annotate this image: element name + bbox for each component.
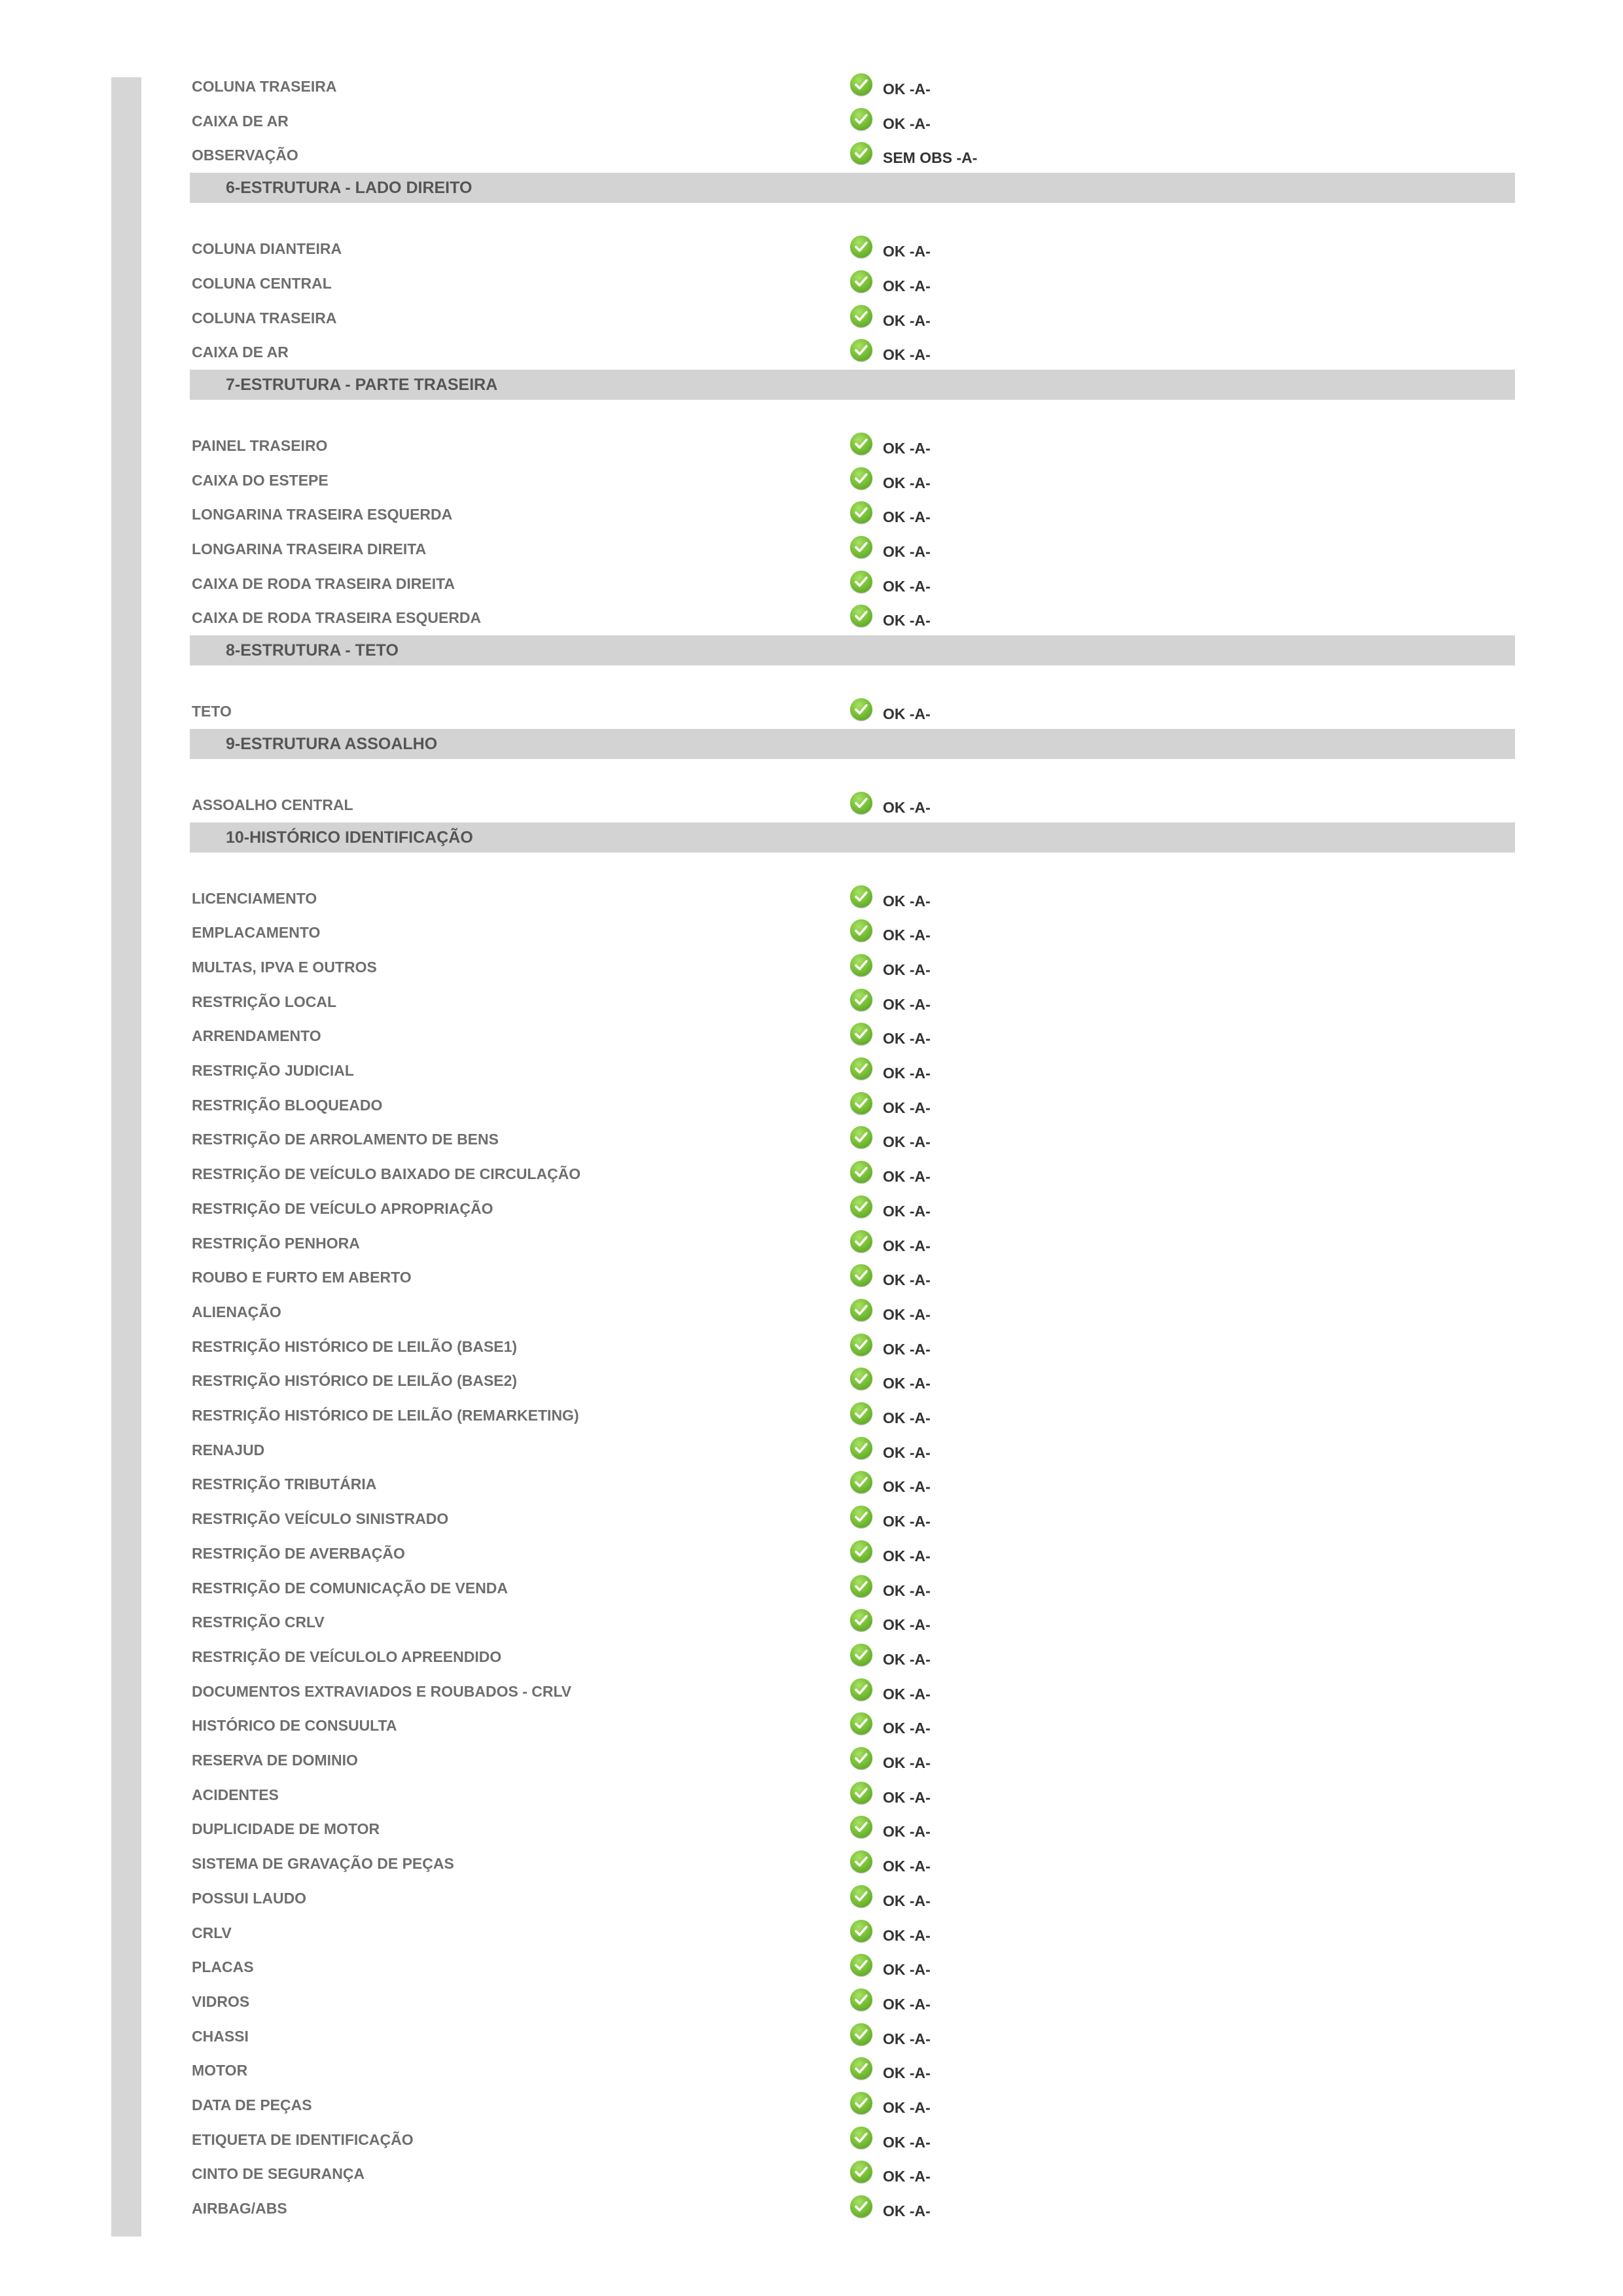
section-title: 10-HISTÓRICO IDENTIFICAÇÃO — [226, 828, 473, 847]
checklist-row — [190, 1640, 1499, 1674]
status-text: OK -A- — [883, 1754, 931, 1771]
item-label: COLUNA TRASEIRA — [192, 309, 337, 327]
status-text: OK -A- — [883, 277, 931, 294]
check-mark-glyph — [855, 1131, 868, 1143]
checklist-row — [190, 1467, 1499, 1501]
item-label: RESTRIÇÃO HISTÓRICO DE LEILÃO (BASE1) — [192, 1337, 518, 1355]
check-mark-glyph — [855, 1063, 868, 1074]
item-label: RESERVA DE DOMINIO — [192, 1752, 358, 1769]
status-text: OK -A- — [883, 508, 931, 526]
checklist-row — [190, 1398, 1499, 1432]
checklist-row — [190, 1674, 1499, 1708]
checklist-row — [190, 2157, 1499, 2191]
check-mark-glyph — [855, 994, 868, 1006]
item-label: ALIENAÇÃO — [192, 1303, 281, 1320]
check-mark-glyph — [855, 1028, 868, 1040]
checklist-row — [190, 1157, 1499, 1191]
item-label: POSSUI LAUDO — [192, 1889, 307, 1907]
check-mark-glyph — [855, 310, 868, 322]
check-mark-glyph — [855, 797, 868, 809]
status-text: OK -A- — [883, 1650, 931, 1668]
checklist-row — [190, 915, 1499, 949]
checklist-row — [190, 138, 1499, 172]
check-circle-icon — [850, 305, 872, 327]
status-text: OK -A- — [883, 543, 931, 560]
checklist-row — [190, 1122, 1499, 1156]
item-label: CRLV — [192, 1924, 232, 1941]
checklist-row — [190, 1019, 1499, 1053]
status-text: OK -A- — [883, 2099, 931, 2116]
check-circle-icon — [850, 919, 872, 942]
section-header — [190, 370, 1515, 400]
status-text: OK -A- — [883, 1823, 931, 1841]
item-label: EMPLACAMENTO — [192, 924, 321, 942]
status-text: OK -A- — [883, 1202, 931, 1220]
status-text: OK -A- — [883, 311, 931, 329]
checklist-row — [190, 1916, 1499, 1950]
status-text: OK -A- — [883, 2133, 931, 2151]
check-mark-glyph — [855, 1649, 868, 1661]
check-mark-glyph — [855, 1339, 868, 1351]
item-label: COLUNA DIANTEIRA — [192, 240, 342, 258]
item-label: COLUNA CENTRAL — [192, 274, 332, 292]
check-mark-glyph — [855, 1476, 868, 1488]
check-mark-glyph — [855, 1994, 868, 2005]
check-mark-glyph — [855, 925, 868, 936]
check-mark-glyph — [855, 1511, 868, 1523]
status-text: OK -A- — [883, 1099, 931, 1116]
check-circle-icon — [850, 1885, 872, 1907]
item-label: RESTRIÇÃO LOCAL — [192, 993, 337, 1010]
status-text: SEM OBS -A- — [883, 149, 978, 167]
checklist-row — [190, 1778, 1499, 1812]
check-circle-icon — [850, 1816, 872, 1838]
check-mark-glyph — [855, 2132, 868, 2144]
status-text: OK -A- — [883, 346, 931, 364]
status-text: OK -A- — [883, 1995, 931, 2013]
check-mark-glyph — [855, 2062, 868, 2074]
status-text: OK -A- — [883, 577, 931, 595]
status-text: OK -A- — [883, 1237, 931, 1254]
check-mark-glyph — [855, 1856, 868, 1867]
item-label: PLACAS — [192, 1958, 254, 1976]
check-mark-glyph — [855, 1614, 868, 1626]
item-label: COLUNA TRASEIRA — [192, 78, 337, 95]
checklist-row — [190, 1950, 1499, 1984]
checklist-row — [190, 69, 1499, 103]
check-mark-glyph — [855, 1442, 868, 1454]
check-circle-icon — [850, 1850, 872, 1873]
item-label: RESTRIÇÃO BLOQUEADO — [192, 1096, 383, 1114]
check-circle-icon — [850, 339, 872, 361]
checklist-row — [190, 497, 1499, 531]
status-text: OK -A- — [883, 474, 931, 491]
checklist-row — [190, 2053, 1499, 2087]
check-mark-glyph — [855, 1373, 868, 1385]
check-circle-icon — [850, 1644, 872, 1666]
checklist-row — [190, 301, 1499, 335]
checklist-row — [190, 2019, 1499, 2053]
status-text: OK -A- — [883, 1409, 931, 1426]
item-label: RESTRIÇÃO DE VEÍCULO APROPRIAÇÃO — [192, 1199, 493, 1217]
section-header — [190, 822, 1515, 853]
status-text: OK -A- — [883, 1961, 931, 1979]
check-circle-icon — [850, 1264, 872, 1286]
status-text: OK -A- — [883, 1168, 931, 1186]
check-mark-glyph — [855, 241, 868, 253]
check-circle-icon — [850, 270, 872, 292]
check-mark-glyph — [855, 1166, 868, 1178]
item-label: RESTRIÇÃO TRIBUTÁRIA — [192, 1475, 377, 1493]
checklist-row — [190, 1192, 1499, 1226]
check-mark-glyph — [855, 1718, 868, 1729]
check-mark-glyph — [855, 1821, 868, 1833]
checklist-row — [190, 266, 1499, 300]
item-label: LONGARINA TRASEIRA DIREITA — [192, 540, 427, 557]
check-circle-icon — [850, 698, 872, 720]
check-circle-icon — [850, 1920, 872, 1942]
item-label: RESTRIÇÃO DE COMUNICAÇÃO DE VENDA — [192, 1579, 508, 1597]
check-circle-icon — [850, 1747, 872, 1769]
check-mark-glyph — [855, 438, 868, 450]
item-label: ACIDENTES — [192, 1786, 279, 1803]
check-circle-icon — [850, 1057, 872, 1080]
section-title: 8-ESTRUTURA - TETO — [226, 641, 399, 660]
item-label: RESTRIÇÃO PENHORA — [192, 1234, 360, 1252]
check-circle-icon — [850, 2127, 872, 2149]
status-text: OK -A- — [883, 1788, 931, 1806]
checklist-row — [190, 2088, 1499, 2122]
status-text: OK -A- — [883, 115, 931, 132]
status-text: OK -A- — [883, 1305, 931, 1323]
checklist-row — [190, 1295, 1499, 1329]
check-mark-glyph — [855, 1890, 868, 1902]
checklist-row — [190, 1053, 1499, 1087]
check-circle-icon — [850, 1023, 872, 1045]
item-label: CAIXA DE AR — [192, 344, 289, 361]
status-text: OK -A- — [883, 2064, 931, 2082]
item-label: MULTAS, IPVA E OUTROS — [192, 958, 377, 976]
check-mark-glyph — [855, 891, 868, 902]
checklist-row — [190, 694, 1499, 728]
status-text: OK -A- — [883, 1858, 931, 1875]
checklist-row — [190, 532, 1499, 566]
item-label: LONGARINA TRASEIRA ESQUERDA — [192, 506, 453, 523]
status-text: OK -A- — [883, 892, 931, 910]
check-mark-glyph — [855, 576, 868, 588]
check-circle-icon — [850, 501, 872, 523]
section-header — [190, 173, 1515, 203]
item-label: ROUBO E FURTO EM ABERTO — [192, 1269, 412, 1286]
item-label: RESTRIÇÃO DE ARROLAMENTO DE BENS — [192, 1131, 499, 1148]
item-label: VIDROS — [192, 1992, 250, 2010]
checklist-row — [190, 1433, 1499, 1467]
item-label: AIRBAG/ABS — [192, 2200, 287, 2217]
item-label: SISTEMA DE GRAVAÇÃO DE PEÇAS — [192, 1855, 454, 1873]
checklist-row — [190, 567, 1499, 601]
section-header — [190, 729, 1515, 759]
section-header — [190, 635, 1515, 665]
checklist-row — [190, 1502, 1499, 1536]
item-label: OBSERVAÇÃO — [192, 147, 298, 164]
check-circle-icon — [850, 954, 872, 976]
check-circle-icon — [850, 467, 872, 489]
check-circle-icon — [850, 1988, 872, 2011]
checklist-row — [190, 1985, 1499, 2019]
checklist-row — [190, 1605, 1499, 1639]
checklist-row — [190, 1226, 1499, 1260]
section-title: 6-ESTRUTURA - LADO DIREITO — [226, 179, 473, 198]
item-label: RESTRIÇÃO DE VEÍCULO BAIXADO DE CIRCULAÇÃO — [192, 1165, 581, 1183]
item-label: RESTRIÇÃO HISTÓRICO DE LEILÃO (BASE2) — [192, 1372, 518, 1390]
checklist-row — [190, 601, 1499, 635]
status-text: OK -A- — [883, 1065, 931, 1082]
check-circle-icon — [850, 1540, 872, 1563]
check-mark-glyph — [855, 1304, 868, 1316]
status-text: OK -A- — [883, 2168, 931, 2185]
checklist-row — [190, 985, 1499, 1019]
check-circle-icon — [850, 1712, 872, 1735]
item-label: CAIXA DE AR — [192, 112, 289, 130]
item-label: DOCUMENTOS EXTRAVIADOS E ROUBADOS - CRLV — [192, 1682, 572, 1700]
check-mark-glyph — [855, 2097, 868, 2109]
status-text: OK -A- — [883, 1685, 931, 1703]
checklist-row — [190, 1536, 1499, 1570]
check-circle-icon — [850, 1506, 872, 1528]
status-text: OK -A- — [883, 612, 931, 629]
check-circle-icon — [850, 142, 872, 164]
check-circle-icon — [850, 2023, 872, 2045]
item-label: CAIXA DE RODA TRASEIRA DIREITA — [192, 574, 455, 592]
check-mark-glyph — [855, 1097, 868, 1109]
status-text: OK -A- — [883, 798, 931, 816]
checklist-row — [190, 335, 1499, 369]
check-circle-icon — [850, 1092, 872, 1114]
checklist-row — [190, 950, 1499, 984]
checklist-row — [190, 463, 1499, 497]
item-label: RESTRIÇÃO DE VEÍCULOLO APREENDIDO — [192, 1648, 502, 1665]
item-label: ARRENDAMENTO — [192, 1027, 321, 1045]
status-text: OK -A- — [883, 1133, 931, 1151]
check-mark-glyph — [855, 1684, 868, 1695]
section-title: 7-ESTRUTURA - PARTE TRASEIRA — [226, 375, 498, 394]
check-mark-glyph — [855, 79, 868, 90]
check-mark-glyph — [855, 541, 868, 553]
checklist-row — [190, 1571, 1499, 1605]
item-label: ASSOALHO CENTRAL — [192, 796, 353, 813]
item-label: RESTRIÇÃO DE AVERBAÇÃO — [192, 1544, 405, 1562]
status-text: OK -A- — [883, 1720, 931, 1737]
check-circle-icon — [850, 1437, 872, 1459]
check-mark-glyph — [855, 1201, 868, 1212]
checklist-row — [190, 1743, 1499, 1777]
item-label: RESTRIÇÃO CRLV — [192, 1614, 325, 1631]
status-text: OK -A- — [883, 2030, 931, 2047]
check-mark-glyph — [855, 506, 868, 518]
item-label: TETO — [192, 703, 232, 720]
checklist-row — [190, 1364, 1499, 1398]
check-mark-glyph — [855, 275, 868, 287]
status-text: OK -A- — [883, 1271, 931, 1289]
status-text: OK -A- — [883, 243, 931, 260]
check-mark-glyph — [855, 113, 868, 125]
status-text: OK -A- — [883, 1581, 931, 1599]
check-mark-glyph — [855, 1580, 868, 1592]
status-text: OK -A- — [883, 1375, 931, 1392]
status-text: OK -A- — [883, 995, 931, 1013]
check-circle-icon — [850, 236, 872, 258]
checklist-row — [190, 104, 1499, 138]
check-circle-icon — [850, 989, 872, 1011]
check-mark-glyph — [855, 1959, 868, 1971]
checklist-row — [190, 1708, 1499, 1742]
checklist-row — [190, 2123, 1499, 2157]
check-circle-icon — [850, 1954, 872, 1976]
check-circle-icon — [850, 108, 872, 130]
check-circle-icon — [850, 1678, 872, 1701]
check-circle-icon — [850, 1126, 872, 1148]
checklist-row — [190, 232, 1499, 266]
status-text: OK -A- — [883, 439, 931, 457]
check-mark-glyph — [855, 703, 868, 715]
section-title: 9-ESTRUTURA ASSOALHO — [226, 734, 438, 753]
check-mark-glyph — [855, 2200, 868, 2212]
checklist-row — [190, 1812, 1499, 1846]
item-label: HISTÓRICO DE CONSUULTA — [192, 1717, 397, 1735]
status-text: OK -A- — [883, 1478, 931, 1496]
status-text: OK -A- — [883, 1030, 931, 1048]
check-circle-icon — [850, 1368, 872, 1390]
item-label: CHASSI — [192, 2027, 249, 2045]
checklist-row — [190, 1881, 1499, 1915]
item-label: CAIXA DO ESTEPE — [192, 471, 329, 489]
check-mark-glyph — [855, 472, 868, 484]
item-label: ETIQUETA DE IDENTIFICAÇÃO — [192, 2130, 414, 2148]
status-text: OK -A- — [883, 1443, 931, 1461]
checklist-row — [190, 2191, 1499, 2225]
check-mark-glyph — [855, 1925, 868, 1937]
checklist-row — [190, 1330, 1499, 1364]
check-mark-glyph — [855, 2028, 868, 2040]
status-text: OK -A- — [883, 1547, 931, 1564]
checklist-row — [190, 788, 1499, 822]
item-label: LICENCIAMENTO — [192, 889, 317, 907]
check-circle-icon — [850, 1161, 872, 1183]
status-text: OK -A- — [883, 1513, 931, 1530]
status-text: OK -A- — [883, 2202, 931, 2220]
check-circle-icon — [850, 2161, 872, 2183]
check-circle-icon — [850, 1782, 872, 1804]
check-circle-icon — [850, 885, 872, 908]
check-circle-icon — [850, 1333, 872, 1356]
check-circle-icon — [850, 1575, 872, 1597]
item-label: RESTRIÇÃO HISTÓRICO DE LEILÃO (REMARKETING) — [192, 1407, 579, 1424]
check-mark-glyph — [855, 1269, 868, 1281]
status-text: OK -A- — [883, 1340, 931, 1358]
check-circle-icon — [850, 571, 872, 593]
check-circle-icon — [850, 2195, 872, 2217]
check-circle-icon — [850, 1195, 872, 1218]
check-circle-icon — [850, 2057, 872, 2079]
checklist-row — [190, 1846, 1499, 1881]
check-mark-glyph — [855, 959, 868, 971]
item-label: DUPLICIDADE DE MOTOR — [192, 1820, 380, 1838]
check-circle-icon — [850, 536, 872, 558]
check-mark-glyph — [855, 147, 868, 159]
status-text: OK -A- — [883, 1926, 931, 1944]
status-text: OK -A- — [883, 80, 931, 97]
item-label: CINTO DE SEGURANÇA — [192, 2165, 365, 2183]
check-circle-icon — [850, 73, 872, 96]
item-label: RENAJUD — [192, 1441, 265, 1458]
check-mark-glyph — [855, 1407, 868, 1419]
check-circle-icon — [850, 1402, 872, 1424]
status-text: OK -A- — [883, 927, 931, 944]
status-text: OK -A- — [883, 1892, 931, 1909]
item-label: CAIXA DE RODA TRASEIRA ESQUERDA — [192, 609, 482, 627]
item-label: PAINEL TRASEIRO — [192, 436, 328, 454]
check-mark-glyph — [855, 1787, 868, 1799]
item-label: MOTOR — [192, 2062, 248, 2079]
check-circle-icon — [850, 2092, 872, 2114]
check-mark-glyph — [855, 610, 868, 622]
status-text: OK -A- — [883, 1616, 931, 1634]
item-label: DATA DE PEÇAS — [192, 2096, 312, 2113]
check-mark-glyph — [855, 344, 868, 356]
check-mark-glyph — [855, 1752, 868, 1764]
check-circle-icon — [850, 1230, 872, 1252]
check-mark-glyph — [855, 1545, 868, 1557]
check-circle-icon — [850, 1299, 872, 1321]
item-label: RESTRIÇÃO VEÍCULO SINISTRADO — [192, 1510, 449, 1528]
check-circle-icon — [850, 1471, 872, 1493]
checklist-row — [190, 1260, 1499, 1294]
checklist-row — [190, 1088, 1499, 1122]
check-mark-glyph — [855, 1235, 868, 1247]
check-circle-icon — [850, 792, 872, 814]
status-text: OK -A- — [883, 961, 931, 978]
check-circle-icon — [850, 605, 872, 627]
item-label: RESTRIÇÃO JUDICIAL — [192, 1062, 354, 1079]
checklist-row — [190, 881, 1499, 915]
check-circle-icon — [850, 433, 872, 455]
check-circle-icon — [850, 1609, 872, 1631]
checklist-row — [190, 429, 1499, 463]
status-text: OK -A- — [883, 705, 931, 723]
check-mark-glyph — [855, 2166, 868, 2178]
